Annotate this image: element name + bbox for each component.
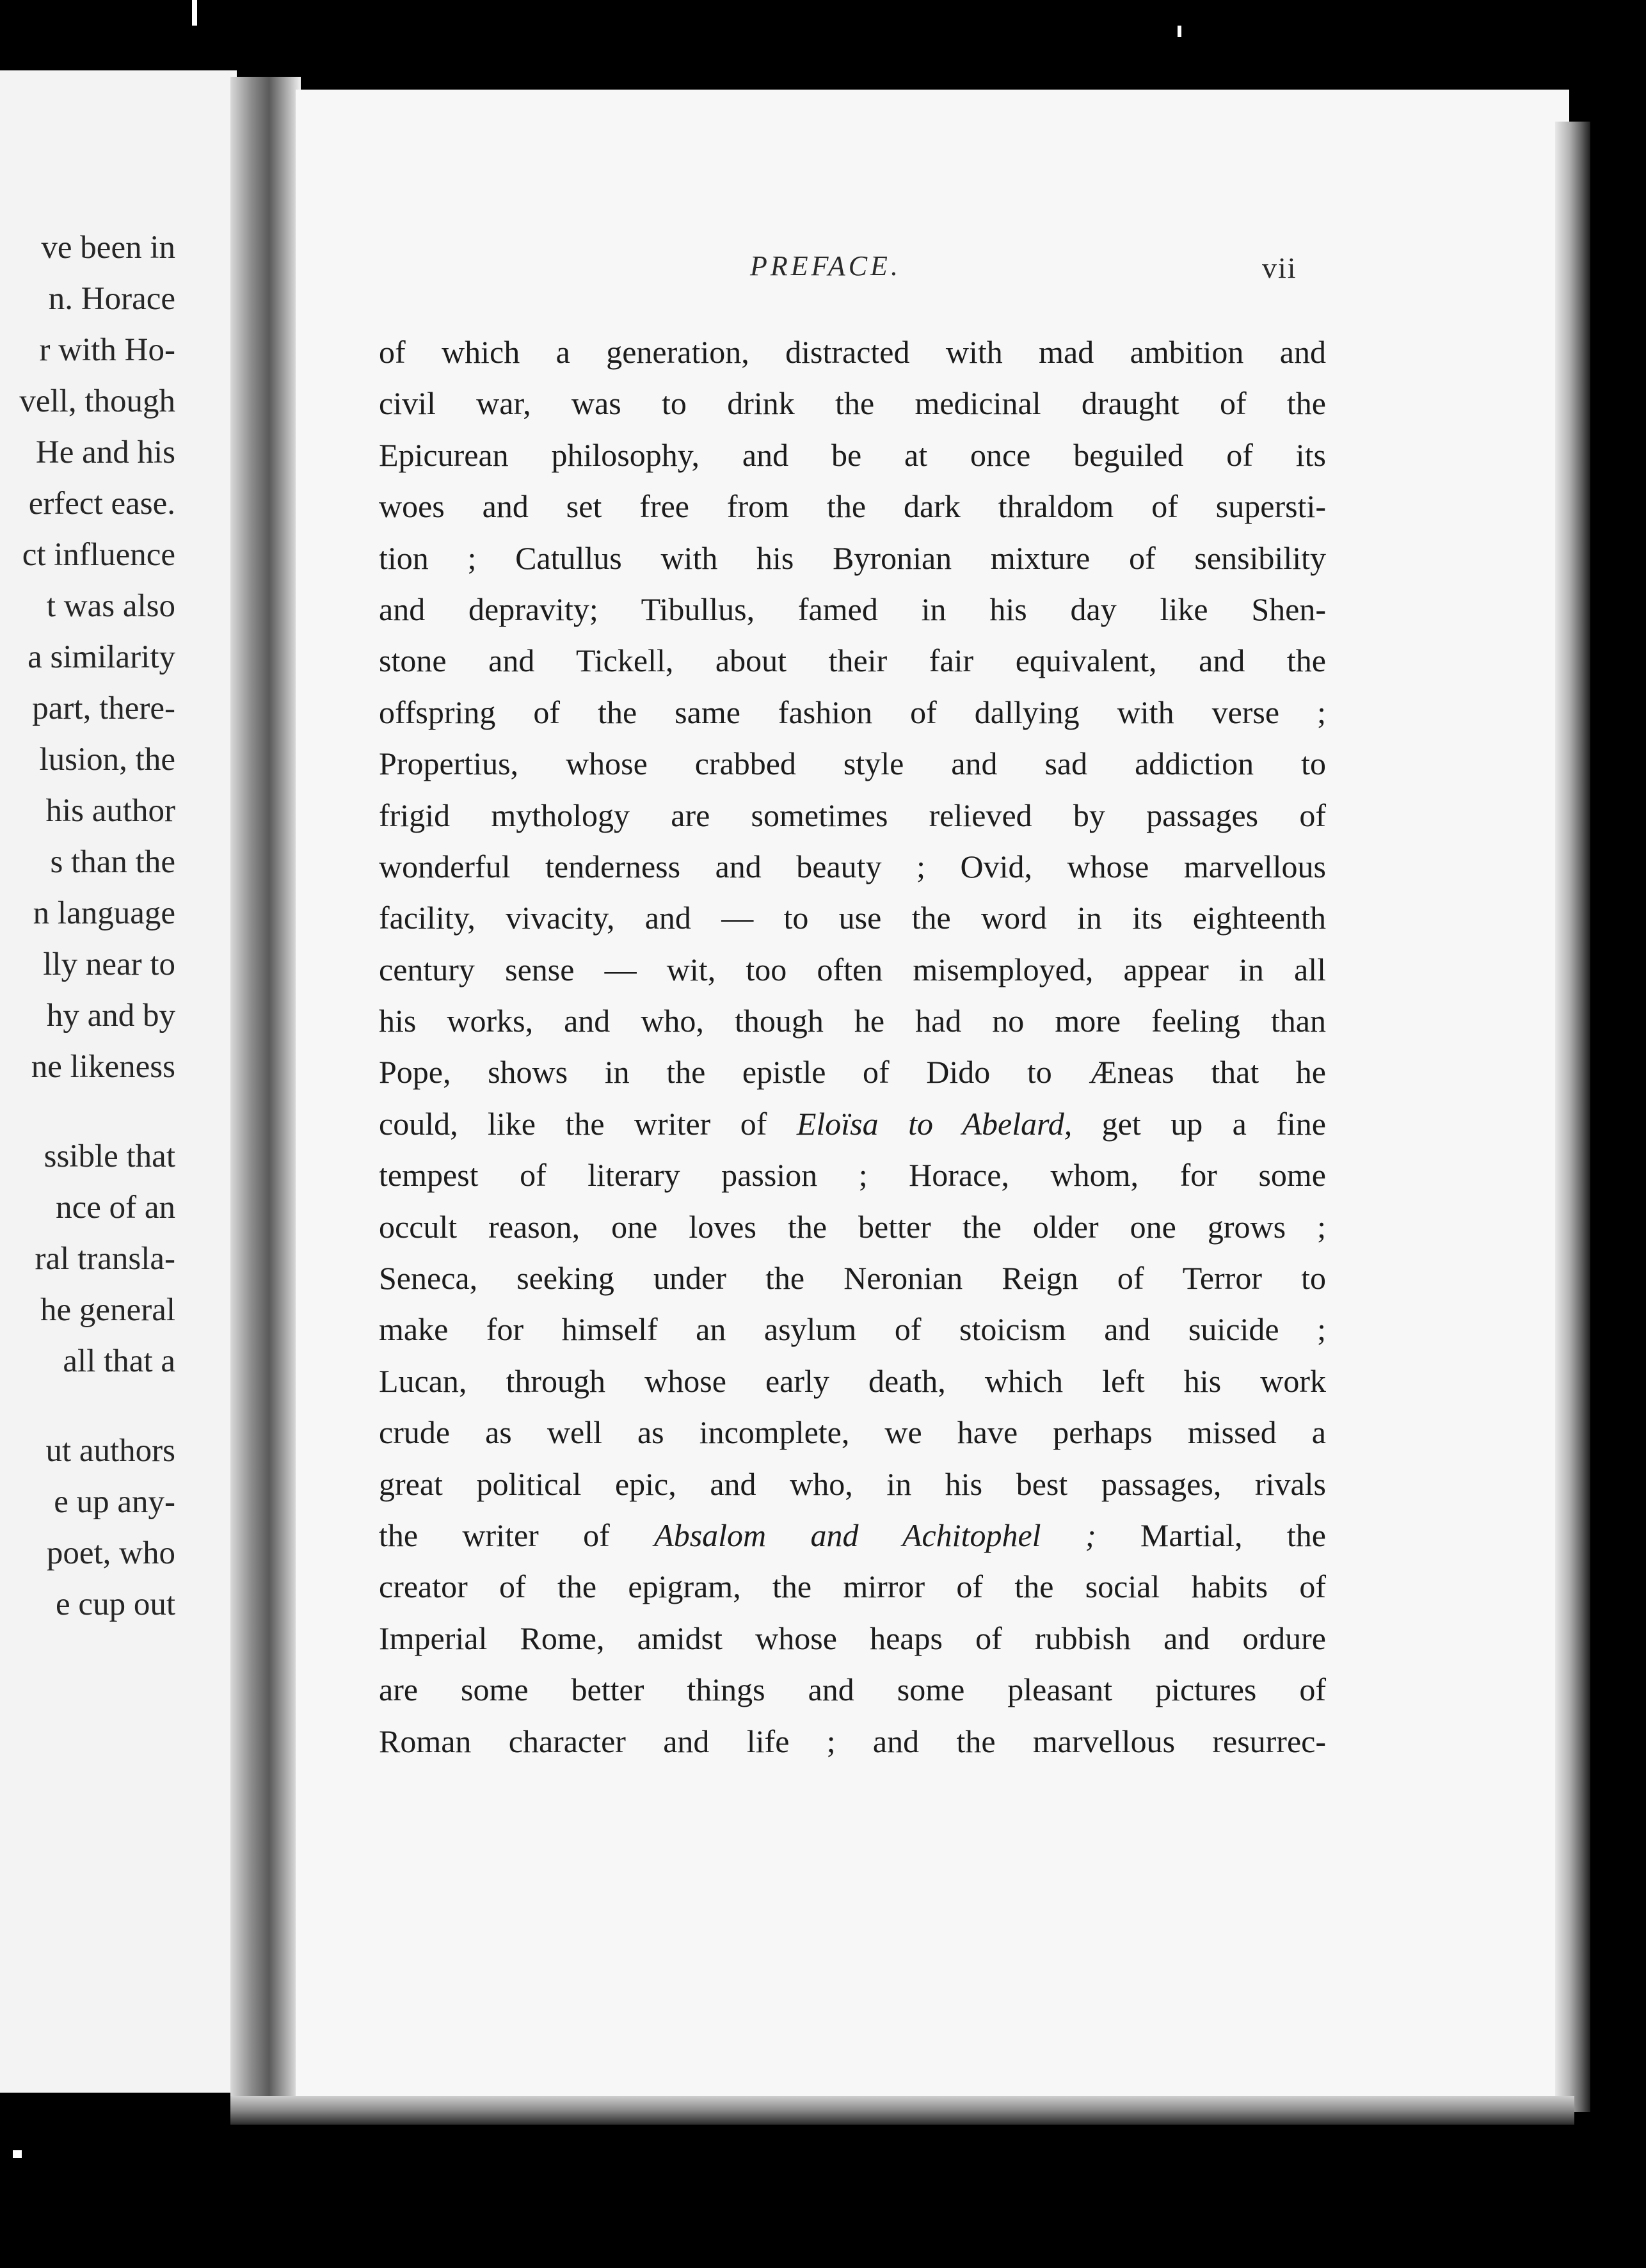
left-page-line: e up any-	[54, 1484, 175, 1520]
left-page-line: t was also	[46, 588, 175, 624]
italic-title: Eloïsa to Abelard,	[796, 1105, 1073, 1142]
text-line: and depravity; Tibullus, famed in his day like Shen-	[379, 591, 1326, 627]
page-number: vii	[1262, 252, 1297, 284]
text-line: Propertius, whose crabbed style and sad addiction to	[379, 746, 1326, 782]
left-page-fragment	[0, 70, 237, 2093]
text-line: Roman character and life ; and the marvellous resurrec-	[379, 1723, 1326, 1759]
left-page-line: ut authors	[45, 1433, 175, 1469]
page-bottom-edge	[230, 2096, 1574, 2125]
running-head	[296, 250, 1569, 294]
left-page-line: lusion, the	[39, 742, 175, 778]
left-page-line: n language	[33, 895, 175, 931]
text-line: Imperial Rome, amidst whose heaps of rubbish and ordure	[379, 1620, 1326, 1656]
page-gutter	[230, 77, 301, 2099]
text-line: Seneca, seeking under the Neronian Reign of Terror to	[379, 1260, 1326, 1297]
page-fore-edge	[1555, 122, 1590, 2112]
scan-speck	[192, 0, 197, 26]
italic-title: Absalom and Achitophel ;	[654, 1517, 1096, 1553]
left-page-line: hy and by	[46, 998, 175, 1034]
text-line: Epicurean philosophy, and be at once beguiled of its	[379, 436, 1326, 473]
left-page-line: ral transla-	[35, 1241, 175, 1277]
text-line: his works, and who, though he had no more feeling than	[379, 1003, 1326, 1039]
right-page	[296, 90, 1569, 2105]
text-line: creator of the epigram, the mirror of the social habits of	[379, 1569, 1326, 1605]
text-line: woes and set free from the dark thraldom of supersti-	[379, 488, 1326, 525]
left-page-line: erfect ease.	[28, 486, 175, 522]
text-line	[379, 1098, 1326, 1149]
text-line: facility, vivacity, and — to use the word in its eighteenth	[379, 900, 1326, 936]
text-line: are some better things and some pleasant pictures of	[379, 1672, 1326, 1708]
text-line: of which a generation, distracted with mad ambition and	[379, 334, 1326, 370]
left-page-line: ssible that	[44, 1138, 175, 1174]
left-page-line: he general	[40, 1292, 175, 1328]
left-page-line: part, there-	[32, 691, 175, 726]
text-line: crude as well as incomplete, we have perhaps missed a	[379, 1414, 1326, 1451]
scan-speck	[1178, 26, 1181, 37]
left-page-line: r with Ho-	[39, 332, 175, 368]
text-line: tion ; Catullus with his Byronian mixture of sensibility	[379, 539, 1326, 576]
left-page-line: ne likeness	[31, 1049, 175, 1085]
text-run: Martial, the	[1096, 1517, 1326, 1553]
left-page-line: all that a	[63, 1343, 175, 1379]
left-page-line: s than the	[50, 844, 175, 880]
left-page-line: vell, though	[19, 383, 175, 419]
left-page-line: He and his	[35, 435, 175, 470]
left-page-line: lly near to	[43, 946, 175, 982]
body-text	[379, 326, 1326, 1767]
text-line: tempest of literary passion ; Horace, whom, for some	[379, 1157, 1326, 1194]
left-page-line: e cup out	[56, 1586, 175, 1622]
left-page-line: poet, who	[46, 1535, 175, 1571]
left-page-line: n. Horace	[48, 281, 175, 317]
left-page-line: ve been in	[41, 230, 175, 266]
text-line: century sense — wit, too often misemployed, appear in all	[379, 951, 1326, 987]
left-page-line: his author	[45, 793, 175, 829]
text-line: wonderful tenderness and beauty ; Ovid, whose marvellous	[379, 848, 1326, 884]
running-title: PREFACE.	[750, 250, 901, 282]
text-line: stone and Tickell, about their fair equivalent, and the	[379, 643, 1326, 679]
left-page-line: ct influence	[22, 537, 175, 573]
text-line: frigid mythology are sometimes relieved by passages of	[379, 797, 1326, 833]
text-run: get up a fine	[1072, 1105, 1326, 1142]
left-page-line: nce of an	[56, 1190, 175, 1226]
text-run: the writer of	[379, 1517, 655, 1553]
text-line: civil war, was to drink the medicinal draught of the	[379, 385, 1326, 422]
text-run: could, like the writer of	[379, 1105, 797, 1142]
scan-speck	[13, 2150, 22, 2158]
text-line: occult reason, one loves the better the older one grows ;	[379, 1208, 1326, 1245]
text-line	[379, 1510, 1326, 1561]
text-line: Lucan, through whose early death, which left his work	[379, 1362, 1326, 1399]
text-line: make for himself an asylum of stoicism and suicide ;	[379, 1311, 1326, 1348]
text-line: Pope, shows in the epistle of Dido to Æneas that he	[379, 1054, 1326, 1090]
text-line: offspring of the same fashion of dallying with verse ;	[379, 694, 1326, 730]
text-line: great political epic, and who, in his best passages, rivals	[379, 1465, 1326, 1502]
left-page-line: a similarity	[28, 639, 175, 675]
